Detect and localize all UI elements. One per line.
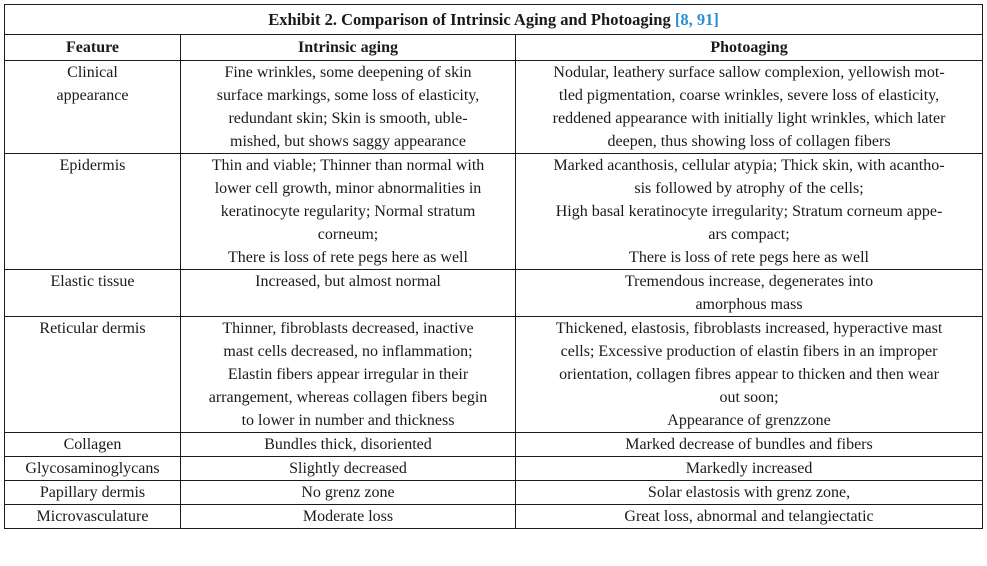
cell-text-line: Epidermis (59, 157, 126, 174)
photoaging-cell (516, 457, 983, 481)
cell-text-line: ars compact; (708, 226, 790, 243)
feature-cell (5, 317, 181, 433)
cell-text-line: Appearance of grenzzone (667, 412, 831, 429)
intrinsic-aging-cell (181, 433, 516, 457)
table-title (5, 5, 983, 35)
cell-text-line: Elastin fibers appear irregular in their (227, 366, 469, 383)
cell-text-line: Thin and viable; Thinner than normal with (211, 157, 485, 174)
intrinsic-aging-cell (181, 481, 516, 505)
feature-cell (5, 481, 181, 505)
intrinsic-aging-cell (181, 154, 516, 270)
table-row (5, 270, 983, 317)
table-row (5, 433, 983, 457)
cell-text-line: There is loss of rete pegs here as well (629, 249, 869, 266)
cell-text-line: Marked decrease of bundles and fibers (625, 436, 873, 453)
cell-text-line: keratinocyte regularity; Normal stratum (220, 203, 476, 220)
cell-text-line: Nodular, leathery surface sallow complexion, yellowish mot- (553, 64, 945, 81)
feature-cell (5, 457, 181, 481)
cell-text-line: out soon; (719, 389, 779, 406)
comparison-table (4, 4, 983, 529)
cell-text-line: mished, but shows saggy appearance (230, 133, 466, 150)
cell-text-line: cells; Excessive production of elastin fibers in an improper (560, 343, 938, 360)
header-photoaging: Photoaging (516, 35, 983, 61)
cell-text-line: Papillary dermis (39, 484, 146, 501)
table-body (5, 61, 983, 529)
intrinsic-aging-cell (181, 61, 516, 154)
cell-text-line: No grenz zone (301, 484, 395, 501)
cell-text-line: Great loss, abnormal and telangiectatic (624, 508, 874, 525)
table-row (5, 505, 983, 529)
table-title-text: Exhibit 2. Comparison of Intrinsic Aging and Photoaging (268, 10, 671, 29)
cell-text-line: Markedly increased (685, 460, 813, 477)
cell-text-line: Increased, but almost normal (255, 273, 441, 290)
feature-cell (5, 270, 181, 317)
intrinsic-aging-cell (181, 457, 516, 481)
intrinsic-aging-cell (181, 505, 516, 529)
photoaging-cell (516, 61, 983, 154)
cell-text-line: Moderate loss (302, 508, 394, 525)
cell-text-line: Elastic tissue (50, 273, 135, 290)
table-row (5, 317, 983, 433)
cell-text-line: tled pigmentation, coarse wrinkles, severe loss of elasticity, (558, 87, 940, 104)
table-header-row (5, 35, 983, 61)
cell-text-line: Bundles thick, disoriented (264, 436, 432, 453)
table-title-row (5, 5, 983, 35)
cell-text-line: Tremendous increase, degenerates into (624, 273, 874, 290)
photoaging-cell (516, 433, 983, 457)
table-row (5, 481, 983, 505)
cell-text-line: Collagen (63, 436, 122, 453)
table-title-reference-link[interactable]: [8, 91] (674, 10, 719, 29)
cell-text-line: Solar elastosis with grenz zone, (647, 484, 851, 501)
intrinsic-aging-cell (181, 270, 516, 317)
header-feature: Feature (5, 35, 181, 61)
table-row (5, 61, 983, 154)
cell-text-line: Reticular dermis (39, 320, 146, 337)
cell-text-line: Fine wrinkles, some deepening of skin (224, 64, 472, 81)
photoaging-cell (516, 481, 983, 505)
cell-text-line: Thinner, fibroblasts decreased, inactive (222, 320, 474, 337)
cell-text-line: lower cell growth, minor abnormalities in (214, 180, 482, 197)
cell-text-line: corneum; (317, 226, 379, 243)
cell-text-line: High basal keratinocyte irregularity; Stratum corneum appe- (555, 203, 943, 220)
cell-text-line: orientation, collagen fibres appear to thicken and then wear (559, 366, 939, 383)
cell-text-line: appearance (56, 87, 129, 104)
table-row (5, 154, 983, 270)
cell-text-line: to lower in number and thickness (241, 412, 455, 429)
cell-text-line: deepen, thus showing loss of collagen fibers (607, 133, 891, 150)
table-row (5, 457, 983, 481)
cell-text-line: There is loss of rete pegs here as well (228, 249, 468, 266)
cell-text-line: sis followed by atrophy of the cells; (634, 180, 864, 197)
cell-text-line: surface markings, some loss of elasticity, (216, 87, 480, 104)
cell-text-line: Microvasculature (36, 508, 149, 525)
cell-text-line: arrangement, whereas collagen fibers begin (208, 389, 488, 406)
cell-text-line: Marked acanthosis, cellular atypia; Thick skin, with acantho- (553, 157, 945, 174)
feature-cell (5, 505, 181, 529)
photoaging-cell (516, 317, 983, 433)
feature-cell (5, 433, 181, 457)
cell-text-line: reddened appearance with initially light wrinkles, which later (552, 110, 946, 127)
intrinsic-aging-cell (181, 317, 516, 433)
feature-cell (5, 61, 181, 154)
cell-text-line: mast cells decreased, no inflammation; (223, 343, 473, 360)
cell-text-line: Thickened, elastosis, fibroblasts increased, hyperactive mast (555, 320, 943, 337)
photoaging-cell (516, 270, 983, 317)
cell-text-line: redundant skin; Skin is smooth, uble- (228, 110, 468, 127)
photoaging-cell (516, 154, 983, 270)
cell-text-line: Clinical (67, 64, 118, 81)
photoaging-cell (516, 505, 983, 529)
cell-text-line: amorphous mass (695, 296, 803, 313)
cell-text-line: Glycosaminoglycans (25, 460, 160, 477)
cell-text-line: Slightly decreased (289, 460, 407, 477)
header-intrinsic-aging: Intrinsic aging (181, 35, 516, 61)
feature-cell (5, 154, 181, 270)
